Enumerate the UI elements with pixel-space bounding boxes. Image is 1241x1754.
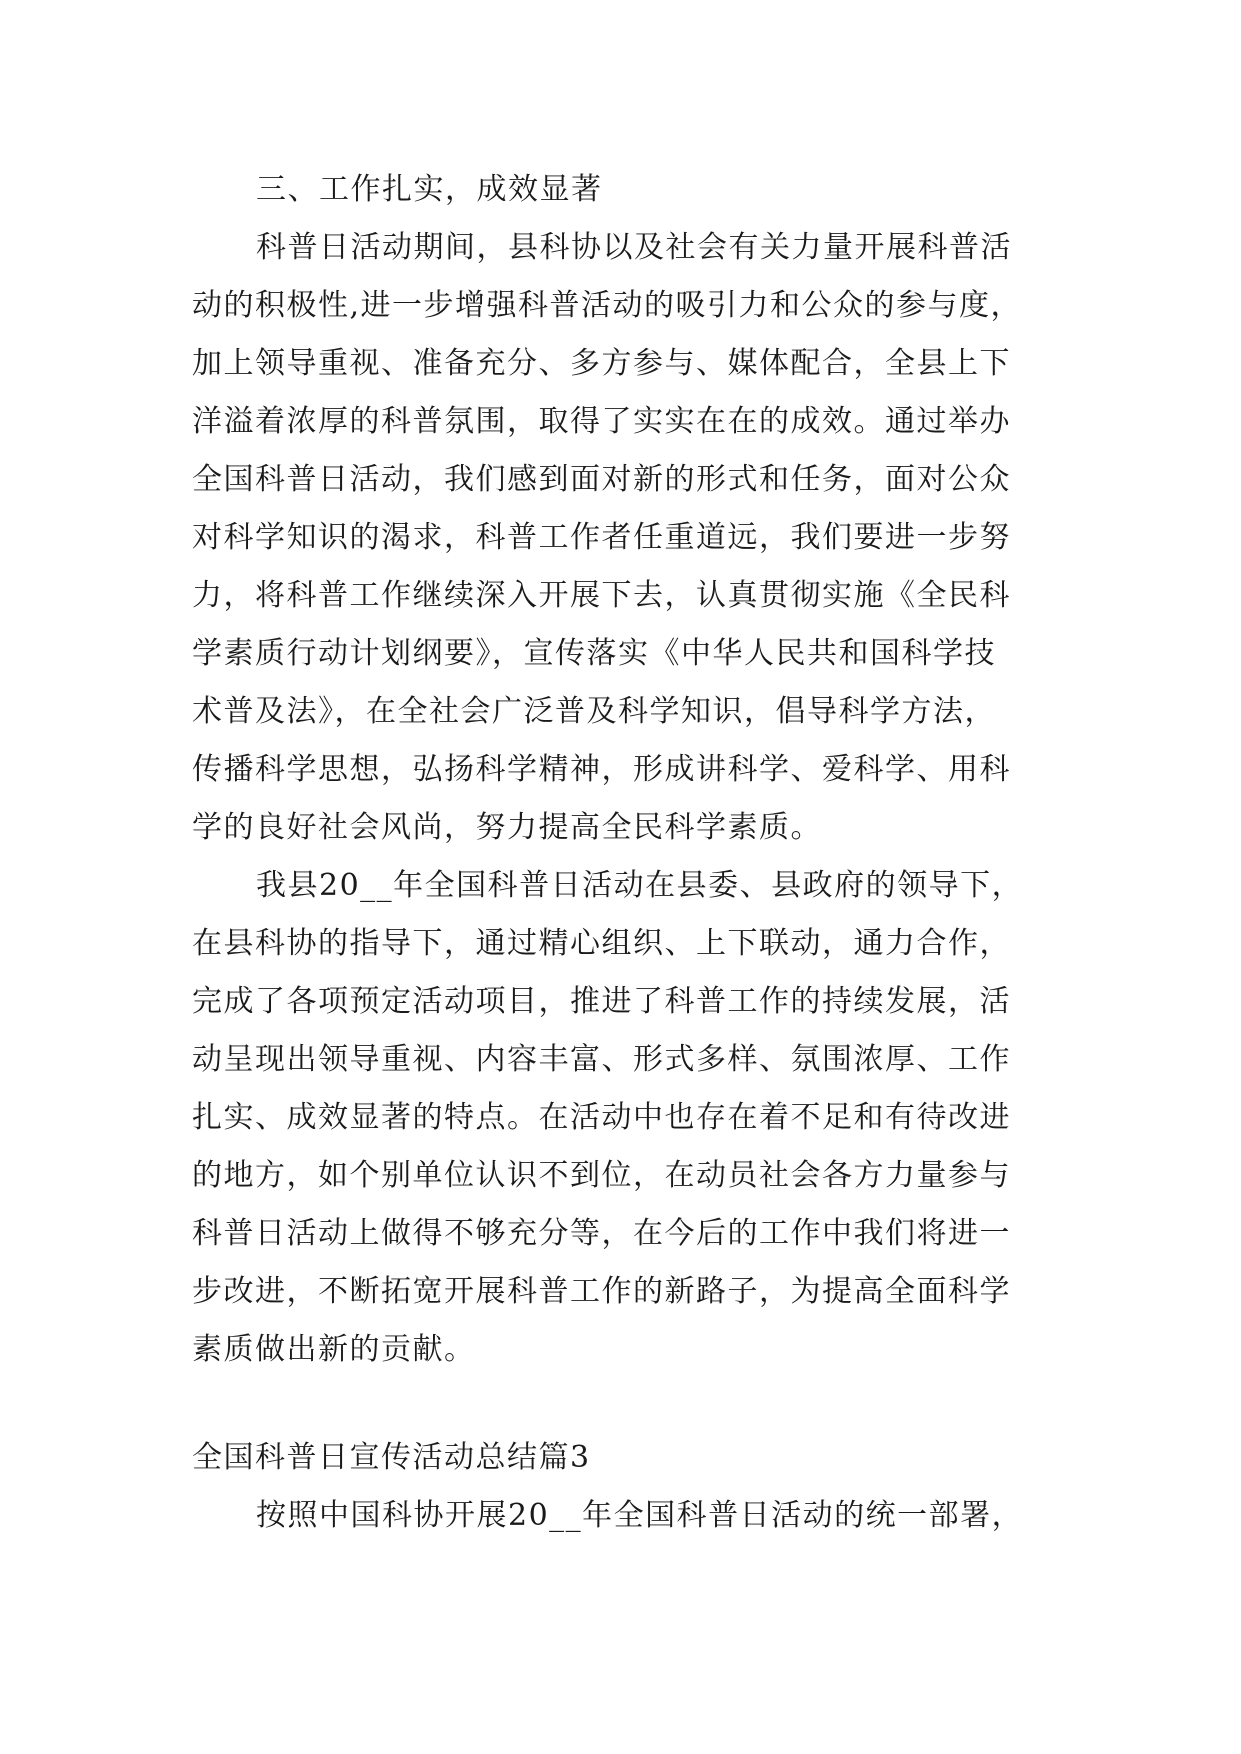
paragraph-line: 在县科协的指导下，通过精心组织、上下联动，通力合作，	[192, 926, 1011, 961]
paragraph-line: 力，将科普工作继续深入开展下去，认真贯彻实施《全民科	[192, 578, 1011, 613]
paragraph-line: 加上领导重视、准备充分、多方参与、媒体配合，全县上下	[192, 346, 1011, 381]
paragraph-line: 全国科普日活动，我们感到面对新的形式和任务，面对公众	[192, 462, 1011, 497]
paragraph-line: 洋溢着浓厚的科普氛围，取得了实实在在的成效。通过举办	[192, 404, 1011, 439]
paragraph-line: 动的积极性,进一步增强科普活动的吸引力和公众的参与度，	[192, 288, 1023, 323]
paragraph-line: 步改进，不断拓宽开展科普工作的新路子，为提高全面科学	[192, 1274, 1011, 1309]
paragraph-line: 我县20__年全国科普日活动在县委、县政府的领导下，	[256, 868, 1024, 903]
paragraph-line: 的地方，如个别单位认识不到位，在动员社会各方力量参与	[192, 1158, 1011, 1193]
article-title: 全国科普日宣传活动总结篇3	[192, 1440, 591, 1475]
paragraph-line: 对科学知识的渴求，科普工作者任重道远，我们要进一步努	[192, 520, 1011, 555]
paragraph-line: 科普日活动上做得不够充分等，在今后的工作中我们将进一	[192, 1216, 1011, 1251]
paragraph-line: 传播科学思想，弘扬科学精神，形成讲科学、爱科学、用科	[192, 752, 1011, 787]
paragraph-line: 动呈现出领导重视、内容丰富、形式多样、氛围浓厚、工作	[192, 1042, 1011, 1077]
section-heading: 三、工作扎实，成效显著	[256, 172, 603, 207]
paragraph-line: 扎实、成效显著的特点。在活动中也存在着不足和有待改进	[192, 1100, 1011, 1135]
paragraph-line: 素质做出新的贡献。	[192, 1332, 476, 1367]
paragraph-line: 学的良好社会风尚，努力提高全民科学素质。	[192, 810, 822, 845]
paragraph-line: 学素质行动计划纲要》，宣传落实《中华人民共和国科学技	[192, 636, 996, 671]
paragraph-line: 术普及法》，在全社会广泛普及科学知识，倡导科学方法，	[192, 694, 996, 729]
paragraph-line: 完成了各项预定活动项目，推进了科普工作的持续发展，活	[192, 984, 1011, 1019]
paragraph-line: 按照中国科协开展20__年全国科普日活动的统一部署，	[256, 1498, 1024, 1533]
paragraph-line: 科普日活动期间，县科协以及社会有关力量开展科普活	[256, 230, 1012, 265]
